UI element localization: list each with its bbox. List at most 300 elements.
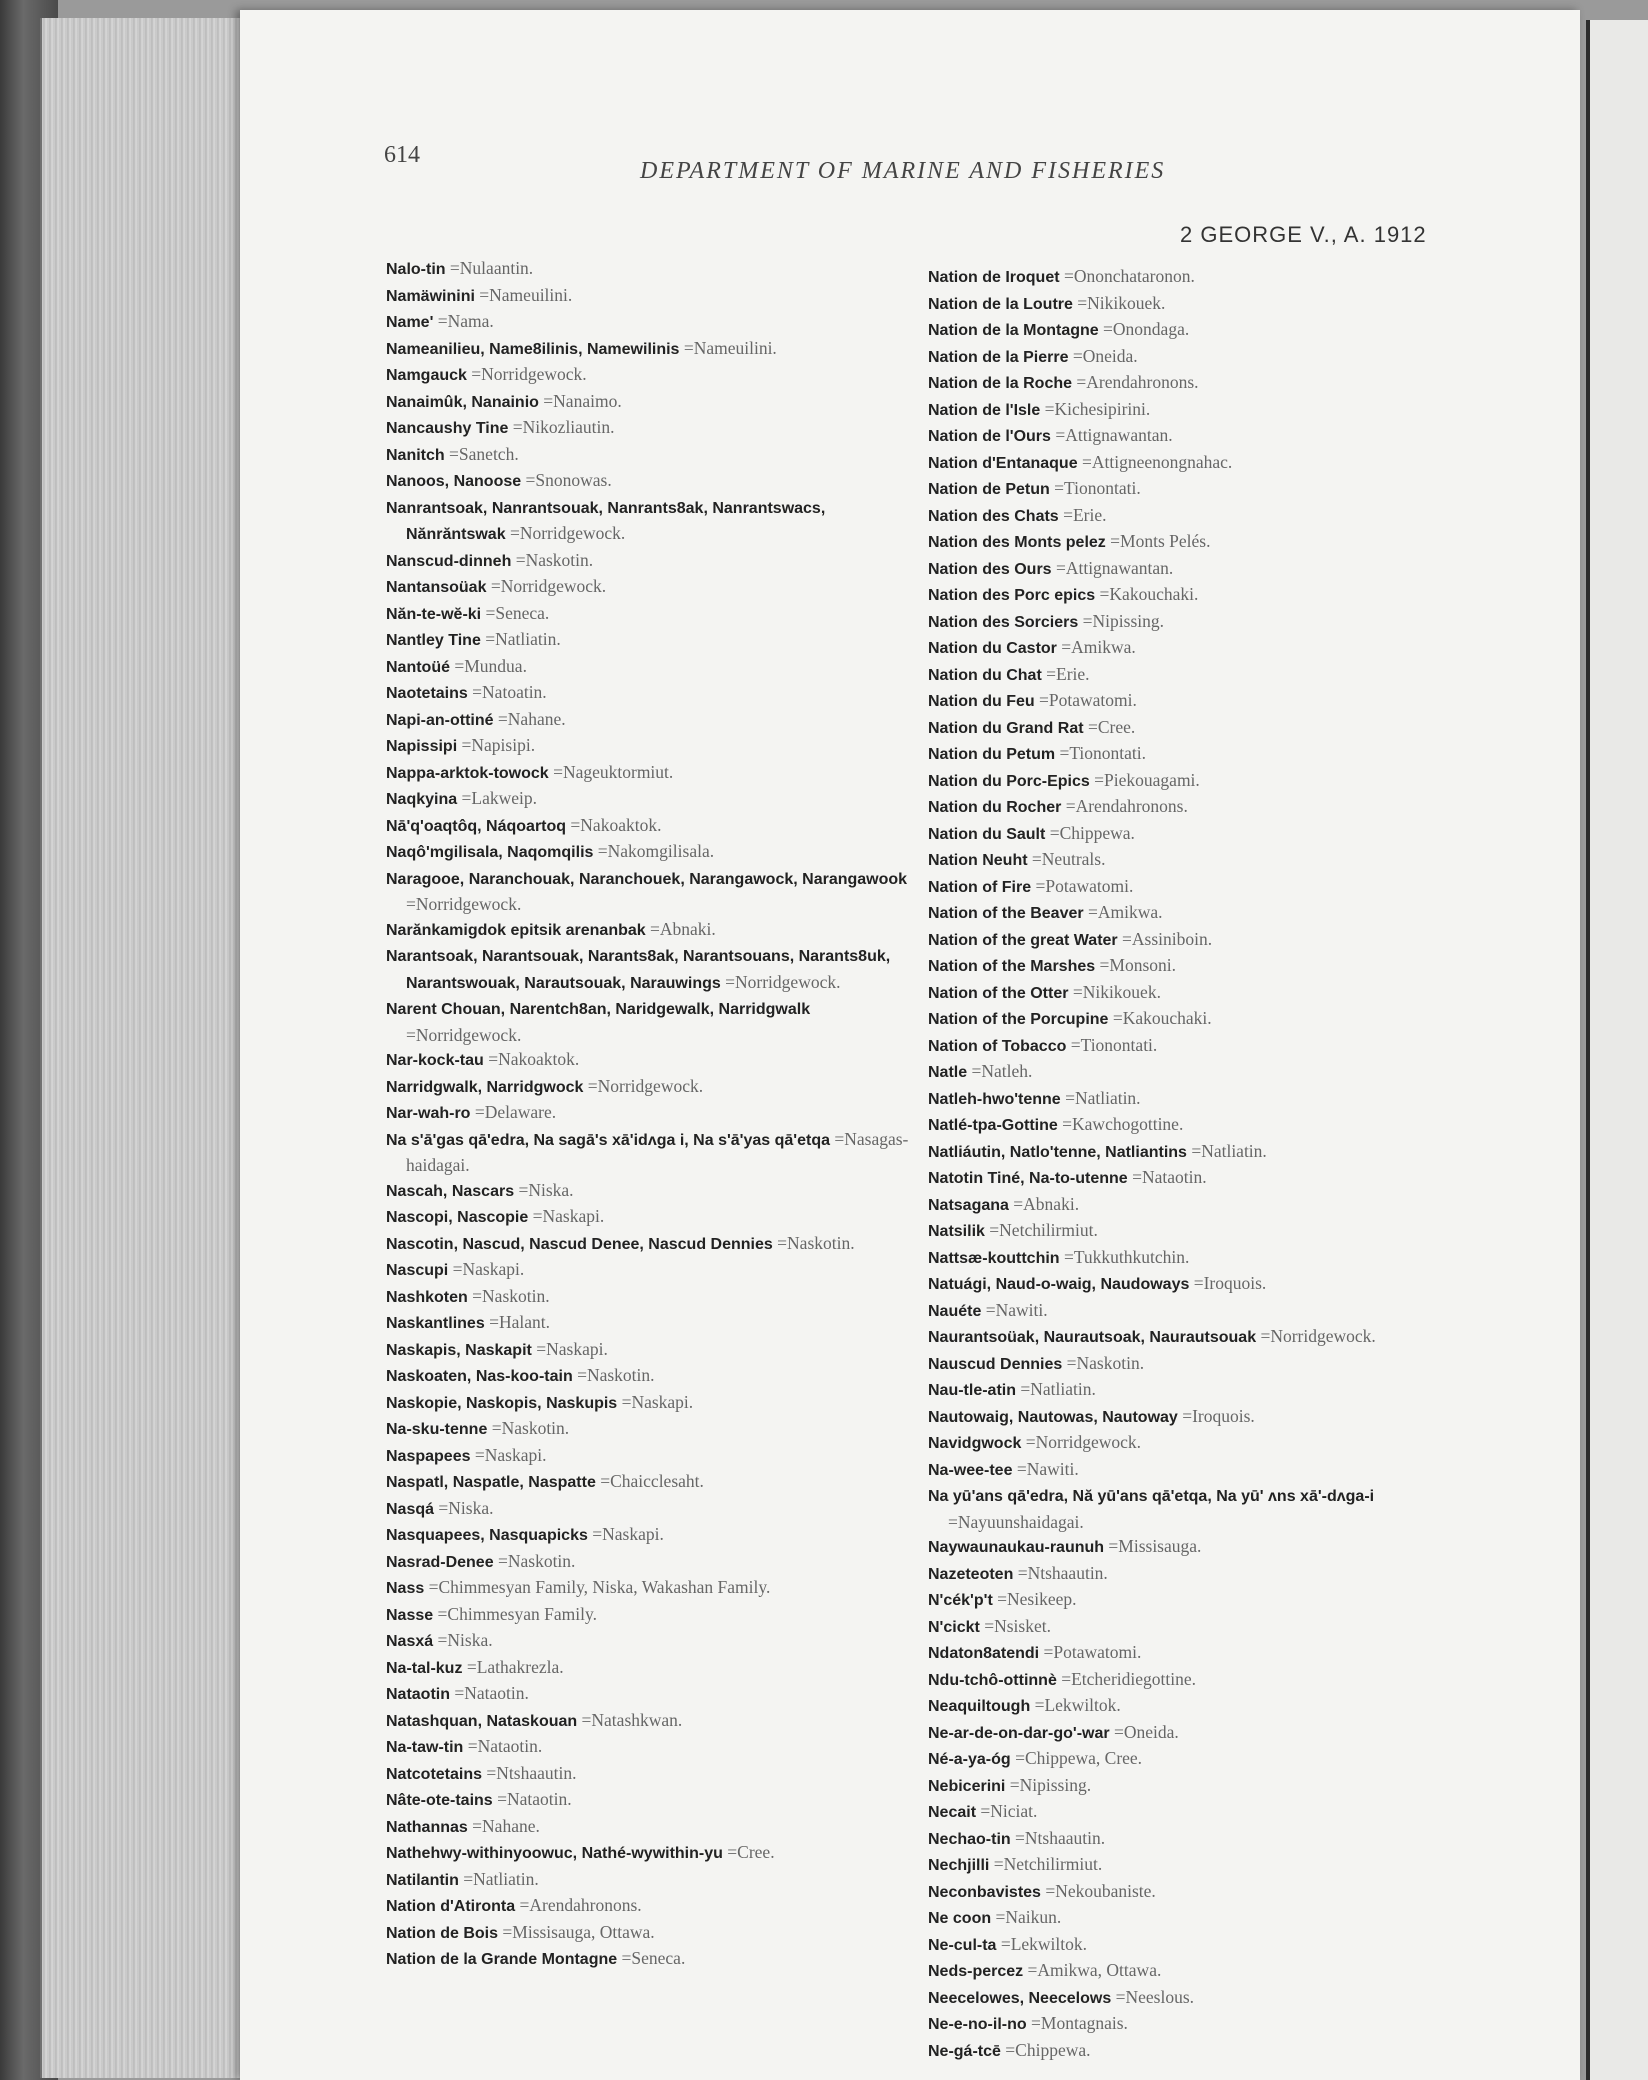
equals-sign: = xyxy=(492,1789,507,1809)
entry-reference: Naikun. xyxy=(1005,1907,1062,1927)
entry-reference: Cree. xyxy=(737,1842,775,1862)
index-entry xyxy=(928,1561,1464,1588)
entry-term: Na yū'ans qā'edra, Nă yū'ans qā'etqa, Na yū' ʌns xā'-dʌga-i xyxy=(928,1488,1375,1505)
index-entry xyxy=(928,1932,1464,1959)
entry-reference: Nataotin. xyxy=(464,1683,529,1703)
index-entry xyxy=(386,336,922,363)
entry-term: Nanoos, Nanoose xyxy=(386,473,522,490)
entry-term: Nation de la Loutre xyxy=(928,295,1073,313)
entry-term: Nameanilieu, Name8ilinis, Namewilinis xyxy=(386,340,680,358)
equals-sign: = xyxy=(679,337,694,358)
entry-term: Ne-cul-ta xyxy=(928,1936,997,1954)
entry-term: Nation des Ours xyxy=(928,560,1052,578)
entry-reference: Etcheridiegottine. xyxy=(1071,1668,1196,1689)
entry-reference: Chippewa. xyxy=(1059,822,1135,843)
entry-reference: Nawiti. xyxy=(995,1299,1048,1320)
entry-term: Nâte-ote-tains xyxy=(386,1792,493,1809)
equals-sign: = xyxy=(583,1075,598,1096)
index-entry xyxy=(928,821,1464,848)
index-entry xyxy=(928,1587,1464,1614)
equals-sign: = xyxy=(467,682,483,702)
equals-sign: = xyxy=(1010,1748,1025,1768)
entry-term: Natlé-tpa-Gottine xyxy=(928,1117,1058,1134)
equals-sign: = xyxy=(722,1842,738,1862)
entry-term: Naywaunaukau-raunuh xyxy=(928,1539,1105,1556)
entry-term: Nā'q'oaqtôq, Náqoartoq xyxy=(386,817,567,835)
index-entry xyxy=(928,1720,1464,1747)
entry-term: N'cék'p't xyxy=(928,1592,993,1609)
entry-term: Narănkamigdok epitsik arenanbak xyxy=(386,921,646,939)
equals-sign: = xyxy=(548,761,563,782)
equals-sign: = xyxy=(406,1024,416,1045)
index-entry xyxy=(386,1100,922,1127)
index-entry xyxy=(386,943,922,996)
entry-term: Natcotetains xyxy=(386,1765,483,1783)
index-entry xyxy=(928,1139,1464,1166)
entry-reference: Attigneenongnahac. xyxy=(1091,451,1233,472)
index-entry xyxy=(386,415,922,442)
entry-reference: Nakoaktok. xyxy=(498,1049,580,1069)
equals-sign: = xyxy=(462,1656,477,1677)
equals-sign: = xyxy=(566,814,581,835)
equals-sign: = xyxy=(1072,372,1087,392)
entry-reference: Piekouagami. xyxy=(1104,769,1200,790)
index-entry xyxy=(928,1112,1464,1139)
equals-sign: = xyxy=(1056,637,1072,657)
index-entry xyxy=(928,1614,1464,1641)
entry-reference: Lakweip. xyxy=(471,788,537,808)
entry-term: Narantsoak, Narantsouak, Narants8ak, Narantsouans, Narants8uk, Narantswouak, Narautsouak, Narauwings xyxy=(386,948,891,992)
entry-reference: Amikwa, Ottawa. xyxy=(1037,1960,1162,1980)
entry-reference: Norridgewock. xyxy=(597,1075,704,1096)
entry-reference: Naskotin. xyxy=(507,1550,576,1571)
entry-term: Namäwinini xyxy=(386,287,475,305)
equals-sign: = xyxy=(505,523,520,543)
index-entry xyxy=(928,1271,1464,1298)
page-edges xyxy=(40,18,242,2078)
index-entry xyxy=(386,256,922,283)
equals-sign: = xyxy=(1078,610,1093,631)
index-entry xyxy=(386,1496,922,1523)
equals-sign: = xyxy=(515,1895,530,1915)
equals-sign: = xyxy=(1068,345,1083,366)
index-entry xyxy=(928,1773,1464,1800)
equals-sign: = xyxy=(645,918,660,939)
entry-term: Na-taw-tin xyxy=(386,1739,464,1756)
index-entry xyxy=(386,1363,922,1390)
entry-reference: Tionontati. xyxy=(1069,743,1147,763)
index-entry xyxy=(928,1746,1464,1773)
entry-reference: Nekoubaniste. xyxy=(1055,1880,1156,1901)
index-entry xyxy=(928,1905,1464,1932)
entry-term: Nass xyxy=(386,1580,425,1597)
equals-sign: = xyxy=(466,364,482,384)
entry-reference: Natleh. xyxy=(981,1061,1033,1081)
entry-reference: Potawatomi. xyxy=(1048,690,1137,710)
equals-sign: = xyxy=(1023,1960,1038,1980)
index-entry xyxy=(386,362,922,389)
index-entry xyxy=(928,1693,1464,1720)
entry-reference: Natliatin. xyxy=(473,1868,539,1889)
equals-sign: = xyxy=(433,311,448,331)
equals-sign: = xyxy=(720,971,736,992)
entry-reference: Monsoni. xyxy=(1109,955,1176,975)
equals-sign: = xyxy=(470,1102,485,1122)
entry-reference: Chippewa. xyxy=(1015,2039,1091,2060)
index-entry xyxy=(928,317,1464,344)
entry-reference: Nakoaktok. xyxy=(580,814,662,835)
entry-reference: Norridgewock. xyxy=(415,894,522,914)
entry-term: Nation du Porc-Epics xyxy=(928,772,1090,790)
entry-reference: Montagnais. xyxy=(1040,2013,1128,2033)
left-column xyxy=(386,256,922,1973)
index-entry xyxy=(928,1086,1464,1113)
index-entry xyxy=(928,1667,1464,1694)
index-entry xyxy=(386,917,922,944)
entry-term: Nasse xyxy=(386,1606,434,1624)
equals-sign: = xyxy=(1045,822,1060,843)
right-column xyxy=(928,264,1464,2064)
entry-reference: Naskotin. xyxy=(482,1285,550,1306)
index-entry xyxy=(928,370,1464,397)
equals-sign: = xyxy=(1057,1114,1073,1134)
entry-reference: Nesikeep. xyxy=(1007,1589,1077,1609)
entry-term: Nathannas xyxy=(386,1818,468,1836)
index-entry xyxy=(386,495,922,548)
entry-term: Naspapees xyxy=(386,1447,471,1465)
equals-sign: = xyxy=(1059,266,1074,286)
entry-term: Naotetains xyxy=(386,685,468,702)
index-entry xyxy=(928,397,1464,424)
entry-term: Na-sku-tenne xyxy=(386,1421,488,1438)
entry-term: Nation de l'Isle xyxy=(928,401,1041,419)
entry-term: Nation of Fire xyxy=(928,878,1032,896)
entry-term: Nautowaig, Nautowas, Nautoway xyxy=(928,1408,1178,1426)
entry-reference: Naskapi. xyxy=(602,1524,664,1544)
index-entry xyxy=(928,900,1464,927)
entry-term: Naqô'mgilisala, Naqomqilis xyxy=(386,844,594,861)
entry-term: Narent Chouan, Narentch8an, Naridgewalk, Narridgwalk xyxy=(386,1001,811,1018)
equals-sign: = xyxy=(1072,292,1088,313)
index-entry xyxy=(386,574,922,601)
equals-sign: = xyxy=(996,1933,1011,1954)
entry-reference: Norridgewock. xyxy=(1270,1326,1376,1346)
equals-sign: = xyxy=(979,1615,995,1636)
entry-term: Necait xyxy=(928,1804,977,1821)
index-entry xyxy=(386,1284,922,1311)
entry-reference: Potawatomi. xyxy=(1053,1642,1142,1662)
entry-reference: Niciat. xyxy=(990,1801,1038,1821)
index-entry xyxy=(386,1628,922,1655)
index-entry xyxy=(928,2011,1464,2038)
index-entry xyxy=(928,1324,1464,1351)
entry-term: Nantley Tine xyxy=(386,632,481,649)
equals-sign: = xyxy=(572,1365,587,1385)
entry-reference: Nanaimo. xyxy=(553,390,622,411)
entry-reference: Naskotin. xyxy=(525,549,594,570)
entry-term: Neaquiltough xyxy=(928,1698,1031,1715)
entry-term: Neconbavistes xyxy=(928,1883,1041,1901)
equals-sign: = xyxy=(1083,716,1098,737)
entry-reference: Natoatin. xyxy=(482,682,547,702)
entry-term: Nation du Feu xyxy=(928,693,1035,710)
equals-sign: = xyxy=(481,602,496,623)
entry-term: Nasrad-Denee xyxy=(386,1553,494,1571)
equals-sign: = xyxy=(467,1815,483,1836)
entry-reference: Kawchogottine. xyxy=(1072,1114,1184,1134)
entry-reference: Attignawantan. xyxy=(1065,557,1174,578)
entry-term: Natotin Tiné, Na-to-utenne xyxy=(928,1170,1128,1187)
entry-term: Na-tal-kuz xyxy=(386,1659,463,1677)
entry-term: Nalo-tin xyxy=(386,261,446,278)
index-entry xyxy=(386,680,922,707)
index-entry xyxy=(386,813,922,840)
entry-reference: Attignawantan. xyxy=(1065,425,1173,445)
index-entry xyxy=(386,309,922,336)
equals-sign: = xyxy=(1026,2013,1041,2033)
entry-term: Nation de la Montagne xyxy=(928,322,1099,339)
equals-sign: = xyxy=(486,576,501,596)
entry-term: Nebicerini xyxy=(928,1777,1006,1795)
index-entry xyxy=(386,1416,922,1443)
index-entry xyxy=(386,442,922,469)
equals-sign: = xyxy=(1095,584,1110,604)
equals-sign: = xyxy=(587,1524,603,1544)
index-entry xyxy=(928,847,1464,874)
index-entry xyxy=(928,423,1464,450)
equals-sign: = xyxy=(508,417,523,437)
index-entry xyxy=(386,1178,922,1205)
entry-term: Na s'ā'gas qā'edra, Na sagā's xā'idʌga i, Na s'ā'yas qā'etqa xyxy=(386,1131,830,1149)
entry-reference: Naskapi. xyxy=(462,1259,525,1279)
entry-reference: Nageuktormiut. xyxy=(562,761,674,782)
entry-reference: Nipissing. xyxy=(1019,1774,1092,1795)
equals-sign: = xyxy=(457,788,472,808)
entry-reference: Nayuunshaidagai. xyxy=(957,1511,1084,1532)
index-entry xyxy=(928,556,1464,583)
entry-term: Naskoaten, Nas-koo-tain xyxy=(386,1368,573,1385)
index-entry xyxy=(928,1377,1464,1404)
entry-reference: Naskapi. xyxy=(631,1391,694,1412)
entry-reference: Abnaki. xyxy=(1023,1193,1080,1214)
equals-sign: = xyxy=(617,1948,632,1968)
entry-term: Nechjilli xyxy=(928,1857,990,1874)
entry-term: Nation du Sault xyxy=(928,825,1046,843)
equals-sign: = xyxy=(1039,1642,1054,1662)
entry-reference: Niska. xyxy=(447,1630,493,1650)
entry-reference: Cree. xyxy=(1097,716,1136,737)
equals-sign: = xyxy=(514,1179,529,1200)
index-entry xyxy=(386,1655,922,1682)
entry-term: Nation de la Roche xyxy=(928,375,1073,392)
index-entry xyxy=(928,582,1464,609)
index-entry xyxy=(386,1761,922,1788)
index-entry xyxy=(928,1879,1464,1906)
index-entry xyxy=(386,468,922,495)
entry-reference: Lathakrezla. xyxy=(476,1656,564,1677)
entry-reference: Kakouchaki. xyxy=(1109,584,1199,604)
entry-term: Ne-e-no-il-no xyxy=(928,2016,1027,2033)
entry-reference: Neeslous. xyxy=(1125,1986,1194,2007)
entry-reference: Nawiti. xyxy=(1026,1458,1079,1479)
entry-term: Nation de Bois xyxy=(386,1924,499,1942)
equals-sign: = xyxy=(521,470,536,490)
entry-term: Nazeteoten xyxy=(928,1565,1014,1583)
equals-sign: = xyxy=(487,1418,502,1438)
entry-reference: Lekwiltok. xyxy=(1044,1695,1121,1715)
equals-sign: = xyxy=(1059,1246,1074,1267)
index-entry xyxy=(386,1231,922,1258)
entry-term: Nantansoüak xyxy=(386,579,487,596)
entry-term: Nascupi xyxy=(386,1262,449,1279)
index-entry xyxy=(928,529,1464,556)
entry-reference: Chimmesyan Family, Niska, Wakashan Family. xyxy=(438,1577,771,1597)
equals-sign: = xyxy=(967,1061,982,1081)
entry-term: Nation du Castor xyxy=(928,640,1057,657)
index-entry xyxy=(386,707,922,734)
entry-reference: Arendahronons. xyxy=(1075,796,1188,816)
index-entry xyxy=(928,1033,1464,1060)
equals-sign: = xyxy=(1030,1695,1045,1715)
equals-sign: = xyxy=(984,1220,1000,1240)
equals-sign: = xyxy=(484,1312,499,1332)
equals-sign: = xyxy=(1105,531,1121,551)
entry-reference: Nataotin. xyxy=(1141,1167,1207,1187)
entry-reference: Arendahronons. xyxy=(1086,372,1199,392)
equals-sign: = xyxy=(482,1762,497,1783)
index-entry xyxy=(928,1483,1464,1534)
entry-term: Neds-percez xyxy=(928,1963,1024,1980)
entry-term: Naskantlines xyxy=(386,1315,485,1332)
index-entry xyxy=(928,1457,1464,1484)
entry-reference: Nataotin. xyxy=(506,1789,572,1809)
entry-term: Năn-te-wĕ-ki xyxy=(386,605,482,623)
entry-reference: Naskotin. xyxy=(501,1418,570,1438)
equals-sign: = xyxy=(1050,425,1066,445)
equals-sign: = xyxy=(1098,319,1113,339)
entry-reference: Chimmesyan Family. xyxy=(447,1603,597,1624)
index-entry xyxy=(928,344,1464,371)
equals-sign: = xyxy=(1104,1536,1119,1556)
equals-sign: = xyxy=(1083,902,1098,922)
entry-reference: Iroquois. xyxy=(1203,1273,1267,1293)
entry-reference: Nahane. xyxy=(507,708,566,729)
entry-reference: Onondaga. xyxy=(1112,319,1190,339)
entry-term: Nation de la Grande Montagne xyxy=(386,1951,618,1968)
entry-reference: Natliatin. xyxy=(1030,1379,1096,1399)
entry-reference: Tionontati. xyxy=(1080,1034,1158,1055)
index-entry xyxy=(928,1799,1464,1826)
index-entry xyxy=(386,1310,922,1337)
entry-term: Naskopie, Naskopis, Naskupis xyxy=(386,1394,618,1412)
index-entry xyxy=(928,635,1464,662)
entry-reference: Naskapi. xyxy=(542,1206,605,1226)
entry-reference: Ntshaautin. xyxy=(496,1762,577,1783)
equals-sign: = xyxy=(772,1232,788,1253)
equals-sign: = xyxy=(1111,1986,1126,2007)
entry-term: Nascotin, Nascud, Nascud Denee, Nascud Dennies xyxy=(386,1235,773,1253)
index-entry xyxy=(928,1245,1464,1272)
equals-sign: = xyxy=(1027,849,1042,869)
entry-reference: Natliatin. xyxy=(1201,1140,1267,1161)
entry-reference: Amikwa. xyxy=(1071,637,1136,657)
entry-term: Nation des Monts pelez xyxy=(928,534,1106,551)
entry-term: Natuági, Naud-o-waig, Naudoways xyxy=(928,1276,1190,1293)
index-entry xyxy=(386,866,922,917)
equals-sign: = xyxy=(493,708,508,729)
equals-sign: = xyxy=(1040,1880,1056,1901)
equals-sign: = xyxy=(1177,1405,1193,1426)
equals-sign: = xyxy=(467,1285,483,1306)
entry-reference: Netchilirmiut. xyxy=(1003,1854,1103,1874)
index-entry xyxy=(386,1893,922,1920)
entry-term: Nanrantsoak, Nanrantsouak, Nanrants8ak, Nanrantswacs, Nănrăntswak xyxy=(386,499,826,543)
index-entry xyxy=(928,1534,1464,1561)
entry-reference: Norridgewock. xyxy=(735,971,841,992)
entry-reference: Halant. xyxy=(498,1312,550,1332)
index-entry xyxy=(386,1469,922,1496)
index-entry xyxy=(386,1204,922,1231)
equals-sign: = xyxy=(948,1511,958,1532)
index-entry xyxy=(928,1826,1464,1853)
entry-term: Nappa-arktok-towock xyxy=(386,764,549,782)
equals-sign: = xyxy=(1095,955,1110,975)
entry-reference: Naskotin. xyxy=(787,1232,855,1253)
index-entry xyxy=(386,1074,922,1101)
equals-sign: = xyxy=(448,1259,463,1279)
entry-reference: Delaware. xyxy=(484,1102,557,1122)
entry-reference: Potawatomi. xyxy=(1045,875,1134,896)
entry-reference: Nameuilini. xyxy=(489,284,573,305)
equals-sign: = xyxy=(1077,451,1092,472)
index-entry xyxy=(928,1059,1464,1086)
index-entry xyxy=(928,1640,1464,1667)
entry-term: Napissipi xyxy=(386,738,458,755)
facing-page-edge xyxy=(1586,20,1648,2080)
entry-reference: Norridgewock. xyxy=(481,364,587,384)
entry-reference: Neutrals. xyxy=(1041,849,1106,869)
index-entry xyxy=(386,283,922,310)
entry-reference: Tionontati. xyxy=(1064,478,1141,498)
equals-sign: = xyxy=(424,1577,439,1597)
entry-reference: Erie. xyxy=(1072,504,1107,525)
equals-sign: = xyxy=(1108,1008,1123,1028)
entry-reference: Amikwa. xyxy=(1097,902,1163,922)
equals-sign: = xyxy=(1008,1193,1024,1214)
equals-sign: = xyxy=(976,1801,991,1821)
index-entry xyxy=(928,1985,1464,2012)
entry-term: Ne-ar-de-on-dar-go'-war xyxy=(928,1724,1110,1742)
equals-sign: = xyxy=(470,1444,485,1465)
entry-term: Nation de Petun xyxy=(928,481,1050,498)
index-entry xyxy=(386,1443,922,1470)
index-entry xyxy=(928,715,1464,742)
equals-sign: = xyxy=(445,258,460,278)
entry-term: Nanscud-dinneh xyxy=(386,552,512,570)
entry-reference: Nikozliautin. xyxy=(522,417,615,437)
entry-term: Narridgwalk, Narridgwock xyxy=(386,1078,584,1096)
index-entry xyxy=(386,1390,922,1417)
equals-sign: = xyxy=(458,1868,474,1889)
entry-term: Natilantin xyxy=(386,1871,459,1889)
entry-term: Nau-tle-atin xyxy=(928,1382,1016,1399)
equals-sign: = xyxy=(1127,1167,1142,1187)
entry-term: Nar-kock-tau xyxy=(386,1052,484,1069)
entry-reference: Nsisket. xyxy=(994,1615,1051,1636)
index-entry xyxy=(386,1708,922,1735)
equals-sign: = xyxy=(981,1299,996,1320)
entry-reference: Missisauga, Ottawa. xyxy=(512,1921,655,1942)
